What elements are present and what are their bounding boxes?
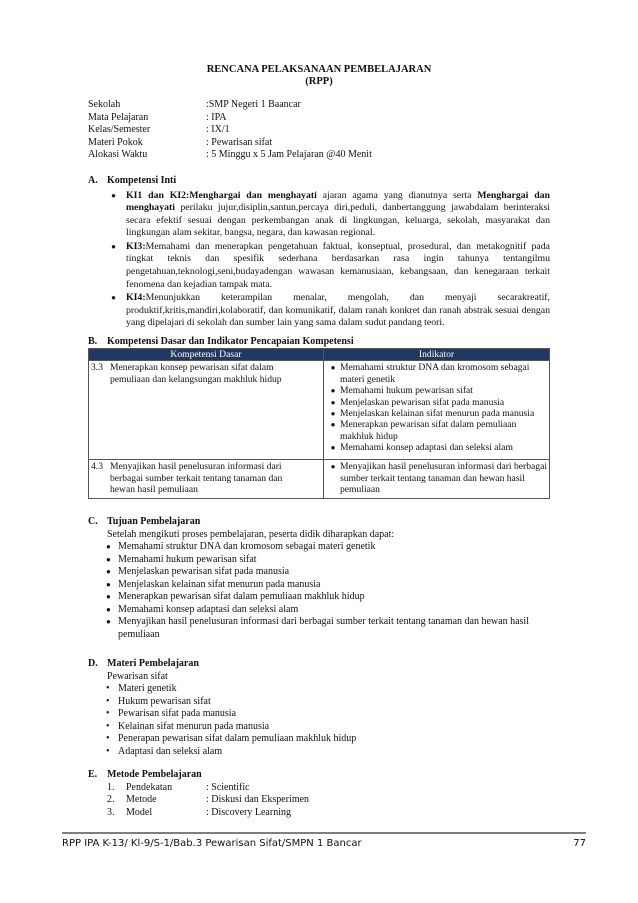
section-title: Metode Pembelajaran (107, 769, 202, 780)
bullet-icon: ● (106, 604, 111, 614)
identity-label: Sekolah (88, 99, 121, 110)
bullet-icon: ● (330, 443, 336, 453)
list-item: ● Memahami hukum pewarisan sifat (88, 554, 550, 567)
identity-table (88, 99, 372, 162)
indicator-item: ● Memahami struktur DNA dan kromosom sebagai materi genetik (326, 362, 547, 385)
list-item: ● Memahami konsep adaptasi dan seleksi alam (88, 604, 550, 617)
ki-item (88, 292, 550, 330)
kompetensi-table (88, 348, 550, 499)
indicator-item: ● Memahami hukum pewarisan sifat (326, 385, 547, 396)
list-item: • Hukum pewarisan sifat (88, 696, 550, 709)
bullet-icon: ● (111, 190, 116, 200)
bullet-icon: ● (330, 409, 336, 419)
section-intro: Pewarisan sifat (107, 670, 168, 682)
document-title (0, 64, 638, 88)
identity-value: : IPA (206, 111, 227, 123)
dash-icon: • (106, 695, 110, 707)
table-row (89, 460, 550, 498)
ki-item (88, 190, 550, 240)
section-letter: C. (88, 516, 98, 527)
list-item: • Adaptasi dan seleksi alam (88, 746, 550, 759)
page-number: 77 (573, 838, 586, 849)
bullet-icon: ● (330, 386, 336, 396)
section-title: Kompetensi Dasar dan Indikator Pencapaian Kompetensi (107, 336, 354, 347)
bullet-icon: ● (106, 542, 111, 551)
table-row (89, 361, 550, 460)
section-tujuan (88, 516, 550, 641)
section-heading (88, 516, 550, 529)
ki-text: ajaran agama yang dianutnya serta (316, 189, 478, 201)
section-letter: E. (88, 769, 98, 780)
bullet-icon: ● (330, 420, 336, 430)
list-item: • Pewarisan sifat pada manusia (88, 708, 550, 721)
page-footer (62, 838, 586, 849)
section-intro: Setelah mengikuti proses pembelajaran, peserta didik diharapkan dapat: (107, 528, 395, 540)
identity-row (88, 99, 372, 112)
dash-icon: • (106, 720, 110, 732)
list-item: ● Memahami struktur DNA dan kromosom sebagai materi genetik (88, 541, 550, 554)
identity-row (88, 112, 372, 125)
section-title: Tujuan Pembelajaran (107, 516, 201, 527)
ki-text: Memahami dan menerapkan pengetahuan faktual, konseptual, prosedural, dan metakognitif pada tingkat teknis dan spesifik sederhana berdasarkan rasa ingin tahunya tentangilmu pengetahuan,teknologi,seni,budayadengan wawasan kemanusiaan, kebangsaan, dan kenegaraan terkait fenomena dan kejadian tampak mata. (126, 240, 550, 290)
section-title: Materi Pembelajaran (107, 658, 199, 669)
bullet-icon: ● (330, 363, 336, 373)
section-kompetensi-dasar (88, 336, 550, 349)
bullet-icon: ● (106, 579, 111, 589)
list-item: • Materi genetik (88, 683, 550, 696)
section-metode (88, 769, 550, 819)
header-kompetensi-dasar: Kompetensi Dasar (89, 349, 324, 361)
section-heading (88, 769, 550, 782)
bullet-icon: ● (111, 241, 116, 251)
tujuan-list (88, 541, 550, 641)
title-line-2: (RPP) (305, 76, 333, 87)
ki-text: Menunjukkan keterampilan menalar, mengolah, dan menyaji secarakreatif, produktif,kritis,mandiri,kolaboratif, dan komunikatif, dalam ranah konkret dan ranah abstrak sesuai dengan yang dipelajari di sekolah dan sumber lain yang sama dalam sudut pandang teori. (126, 292, 550, 329)
indicator-cell (324, 361, 550, 460)
identity-label: Materi Pokok (88, 136, 143, 148)
identity-value: : 5 Minggu x 5 Jam Pelajaran @40 Menit (206, 149, 372, 160)
identity-value: :SMP Negeri 1 Baancar (206, 99, 301, 110)
section-letter: B. (88, 336, 98, 347)
indicator-item: ● Memahami konsep adaptasi dan seleksi alam (326, 442, 547, 453)
kd-number: 4.3 (91, 461, 103, 473)
bullet-icon: ● (106, 554, 111, 564)
dash-icon: • (106, 733, 110, 744)
list-item: • Kelainan sifat menurun pada manusia (88, 721, 550, 734)
list-item: ● Menyajikan hasil penelusuran informasi dari berbagai sumber terkait tentang tanaman dan hewan hasil pemuliaan (88, 616, 550, 641)
section-title: Kompetensi Inti (107, 175, 177, 186)
dash-icon: • (106, 683, 110, 694)
identity-label: Alokasi Waktu (88, 149, 148, 160)
title-line-1: RENCANA PELAKSANAAN PEMBELAJARAN (206, 64, 432, 75)
bullet-icon: ● (106, 592, 111, 601)
section-kompetensi-inti (88, 175, 550, 331)
list-item: ● Menjelaskan kelainan sifat menurun pada manusia (88, 579, 550, 592)
list-item: ● Menjelaskan pewarisan sifat pada manusia (88, 566, 550, 579)
kd-text: Menyajikan hasil penelusuran informasi dari berbagai sumber terkait tentang tanaman dan hewan hasil pemuliaan (110, 461, 283, 496)
indicator-item: ● Menjelaskan kelainan sifat menurun pada manusia (326, 408, 547, 419)
indicator-item: ● Menyajikan hasil penelusuran informasi dari berbagai sumber terkait tentang tanaman dan hewan hasil pemuliaan (326, 461, 547, 495)
dash-icon: • (106, 745, 110, 757)
bullet-icon: ● (330, 462, 336, 472)
identity-label: Mata Pelajaran (88, 111, 149, 123)
identity-label: Kelas/Semester (88, 124, 151, 135)
footer-title: RPP IPA K-13/ Kl-9/S-1/Bab.3 Pewarisan Sifat/SMPN 1 Bancar (62, 838, 362, 849)
kd-cell (89, 460, 324, 498)
bullet-icon: ● (106, 567, 111, 576)
dash-icon: • (106, 708, 110, 719)
identity-value: : Pewarisan sifat (206, 136, 273, 148)
ki-list (88, 190, 550, 331)
ki-bold: Menghargai dan menghayati (126, 189, 550, 214)
section-heading (88, 658, 550, 671)
ki-bold: KI1 dan KI2:Menghargai dan menghayati (126, 189, 317, 201)
kd-text: Menerapkan konsep pewarisan sifat dalam pemuliaan dan kelangsungan makhluk hidup (110, 362, 282, 385)
ki-item (88, 241, 550, 291)
footer-divider (62, 832, 586, 834)
indicator-cell (324, 460, 550, 498)
ki-bold: KI3: (126, 240, 146, 252)
metode-row: 3. Model : Discovery Learning (107, 806, 291, 818)
section-materi (88, 658, 550, 758)
kd-cell (89, 361, 324, 460)
metode-row: 2. Metode : Diskusi dan Eksperimen (107, 794, 310, 805)
indicator-item: ● Menerapkan pewarisan sifat dalam pemuliaan makhluk hidup (326, 419, 547, 442)
identity-value: : IX/1 (206, 124, 230, 135)
kd-number: 3.3 (91, 362, 103, 374)
identity-row (88, 149, 372, 162)
section-letter: D. (88, 658, 98, 669)
section-letter: A. (88, 175, 98, 186)
bullet-icon: ● (106, 617, 111, 626)
section-heading (88, 175, 550, 188)
header-indikator: Indikator (324, 349, 550, 361)
materi-list (88, 683, 550, 758)
identity-row (88, 124, 372, 137)
bullet-icon: ● (111, 293, 116, 303)
identity-row (88, 137, 372, 150)
ki-text: perilaku jujur,disiplin,santun,percaya diri,peduli, danbertanggung jawabdalam berinteraksi secara efektif sesuai dengan perkembangan anak di lingkungan, keluarga, sekolah, masyarakat dan lingkungan alam sekitar, bangsa, negara, dan kawasan regional. (126, 202, 550, 239)
metode-row: 1. Pendekatan : Scientific (107, 781, 250, 793)
list-item: • Penerapan pewarisan sifat dalam pemuliaan makhluk hidup (88, 733, 550, 746)
list-item: ● Menerapkan pewarisan sifat dalam pemuliaan makhluk hidup (88, 591, 550, 604)
indicator-item: ● Menjelaskan pewarisan sifat pada manusia (326, 397, 547, 408)
ki-bold: KI4: (126, 292, 146, 304)
bullet-icon: ● (330, 397, 336, 407)
section-heading (88, 336, 550, 349)
